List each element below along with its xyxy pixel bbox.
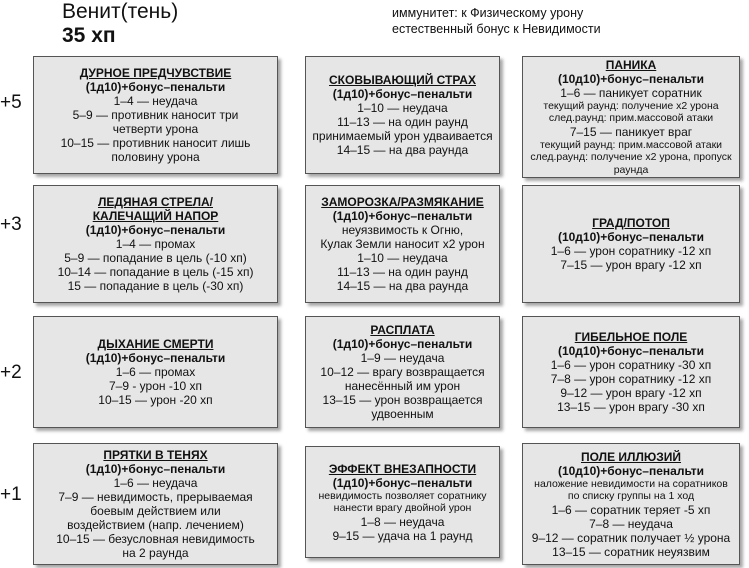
card-line: половину урона [111,150,200,164]
card-title: ПАНИКА [605,57,657,72]
trait-line: иммунитет: к Физическому урону [392,6,584,20]
trait-line: естественный бонус к Невидимости [392,22,601,36]
card-line: четверти урона [112,122,199,136]
card-line: принимаемый урон удваивается [312,129,493,143]
spell-card [33,185,278,303]
card-line: невидимость позволяет соратнику [318,489,487,502]
spell-card [33,316,278,428]
card-formula: (10д10)+бонус–пенальти [557,463,705,478]
card-formula: (10д10)+бонус–пенальти [557,230,705,244]
card-line: 13–15 — урон врагу -30 хп [557,400,705,414]
spell-card [305,446,500,558]
card-line: 7–8 — неудача [589,516,673,531]
card-title: ПРЯТКИ В ТЕНЯХ [103,448,208,462]
card-line: 14–15 — на два раунда [336,279,469,293]
card-title: ГРАД/ПОТОП [592,216,670,230]
card-line: на 2 раунда [122,546,189,560]
card-formula: (1д10)+бонус–пенальти [85,462,226,476]
row-label: +2 [0,362,22,383]
card-formula: (1д10)+бонус–пенальти [85,223,226,237]
card-line: 1–6 — урон соратнику -30 хп [550,358,712,372]
card-line: 5–9 — противник наносит три [72,108,239,122]
card-title: ГИБЕЛЬНОЕ ПОЛЕ [574,330,688,344]
card-line: 10–15 — урон -20 хп [98,393,213,407]
card-line: текущий раунд: получение х2 урона [543,99,719,112]
card-title: ЛЕДЯНАЯ СТРЕЛА/ [97,195,213,209]
card-line: 7–9 — невидимость, прерываемая [58,490,253,504]
card-line: 9–12 — урон врагу -12 хп [560,386,702,400]
card-formula: (1д10)+бонус–пенальти [332,87,473,101]
card-line: 1–4 — неудача [113,94,198,108]
card-line: 1–8 — неудача [360,514,445,529]
card-formula: (1д10)+бонус–пенальти [332,475,473,490]
card-line: след.раунд: прим.массовой атаки [548,112,714,125]
spell-card [305,316,500,428]
card-title: ДЫХАНИЕ СМЕРТИ [97,337,214,351]
card-line: 10–14 — попадание в цель (-15 хп) [57,265,254,279]
card-line: наложение невидимости на соратников [534,477,728,490]
card-line: 1–10 — неудача [357,251,448,265]
card-line: 1–6 — урон соратнику -12 хп [550,244,712,258]
spell-card [33,56,278,174]
card-line: 7–8 — урон соратнику -12 хп [550,372,712,386]
card-line: 1–4 — промах [115,237,196,251]
spell-card [522,443,740,565]
card-line: 1–6 — неудача [113,476,198,490]
card-line: 1–6 — промах [115,365,196,379]
card-formula: (1д10)+бонус–пенальти [85,351,226,365]
card-line: удвоенным [371,407,434,421]
row-label: +3 [0,214,22,235]
card-line: 5–9 — попадание в цель (-10 хп) [64,251,247,265]
card-formula: (10д10)+бонус–пенальти [557,344,705,358]
card-line: неуязвимость к Огню, [341,223,464,237]
card-line: 9–15 — удача на 1 раунд [332,528,473,543]
card-line: раунда [613,163,649,176]
card-line: 13–15 — урон возвращается [322,393,483,407]
card-line: 10–15 — противник наносит лишь [60,136,251,150]
card-line: след.раунд: получение х2 урона, пропуск [530,151,732,164]
card-line: воздействием (напр. лечением) [67,518,244,532]
card-title: ПОЛЕ ИЛЛЮЗИЙ [580,449,682,464]
card-line: 1–9 — неудача [360,351,445,365]
card-formula: (1д10)+бонус–пенальти [85,80,226,94]
character-traits [392,5,601,37]
card-line: 7–15 — урон врагу -12 хп [560,258,702,272]
card-line: 1–6 — соратник теряет -5 хп [551,502,711,517]
spell-card [33,443,278,565]
card-line: нанести врагу двойной урон [333,502,472,514]
card-line: по списку группы на 1 ход [567,490,695,502]
row-label: +1 [0,484,22,505]
card-title: ЭФФЕКТ ВНЕЗАПНОСТИ [328,461,477,476]
spell-card [305,56,500,174]
character-name: Венит(тень) [62,0,179,23]
spell-card [305,185,500,303]
card-title: ДУРНОЕ ПРЕДЧУВСТВИЕ [79,66,232,80]
row-label: +5 [0,92,22,113]
spell-card [522,316,740,428]
card-line: 11–13 — на один раунд [337,115,468,129]
card-line: 14–15 — на два раунда [336,143,469,157]
card-line: 1–6 — паникует соратник [560,85,702,100]
card-formula: (1д10)+бонус–пенальти [332,337,473,351]
card-line: 13–15 — соратник неуязвим [552,544,710,559]
card-line: 7–15 — паникует враг [569,124,693,139]
card-line: 1–10 — неудача [357,101,448,115]
card-line: текущий раунд: прим.массовой атаки [539,138,723,151]
card-line: 11–13 — на один раунд [337,265,468,279]
card-line: нанесённый им урон [344,379,461,393]
card-line: 10–12 — врагу возвращается [320,365,485,379]
card-line: 7–9 - урон -10 хп [108,379,203,393]
spell-card [522,185,740,303]
card-title: РАСПЛАТА [370,323,435,337]
card-line: 15 — попадание в цель (-30 хп) [67,279,244,293]
hit-points: 35 хп [62,24,116,47]
card-formula: (10д10)+бонус–пенальти [557,71,705,86]
card-line: боевым действием или [90,504,221,518]
card-line: 10–15 — безусловная невидимость [56,532,255,546]
card-title: ЗАМОРОЗКА/РАЗМЯКАНИЕ [321,195,484,209]
spell-card [522,56,740,178]
card-line: Кулак Земли наносит х2 урон [320,237,485,251]
card-title: СКОВЫВАЮЩИЙ СТРАХ [329,73,476,87]
card-formula: (1д10)+бонус–пенальти [332,209,473,223]
card-line: 9–12 — соратник получает ½ урона [531,530,731,545]
card-title: КАЛЕЧАЩИЙ НАПОР [92,209,219,223]
